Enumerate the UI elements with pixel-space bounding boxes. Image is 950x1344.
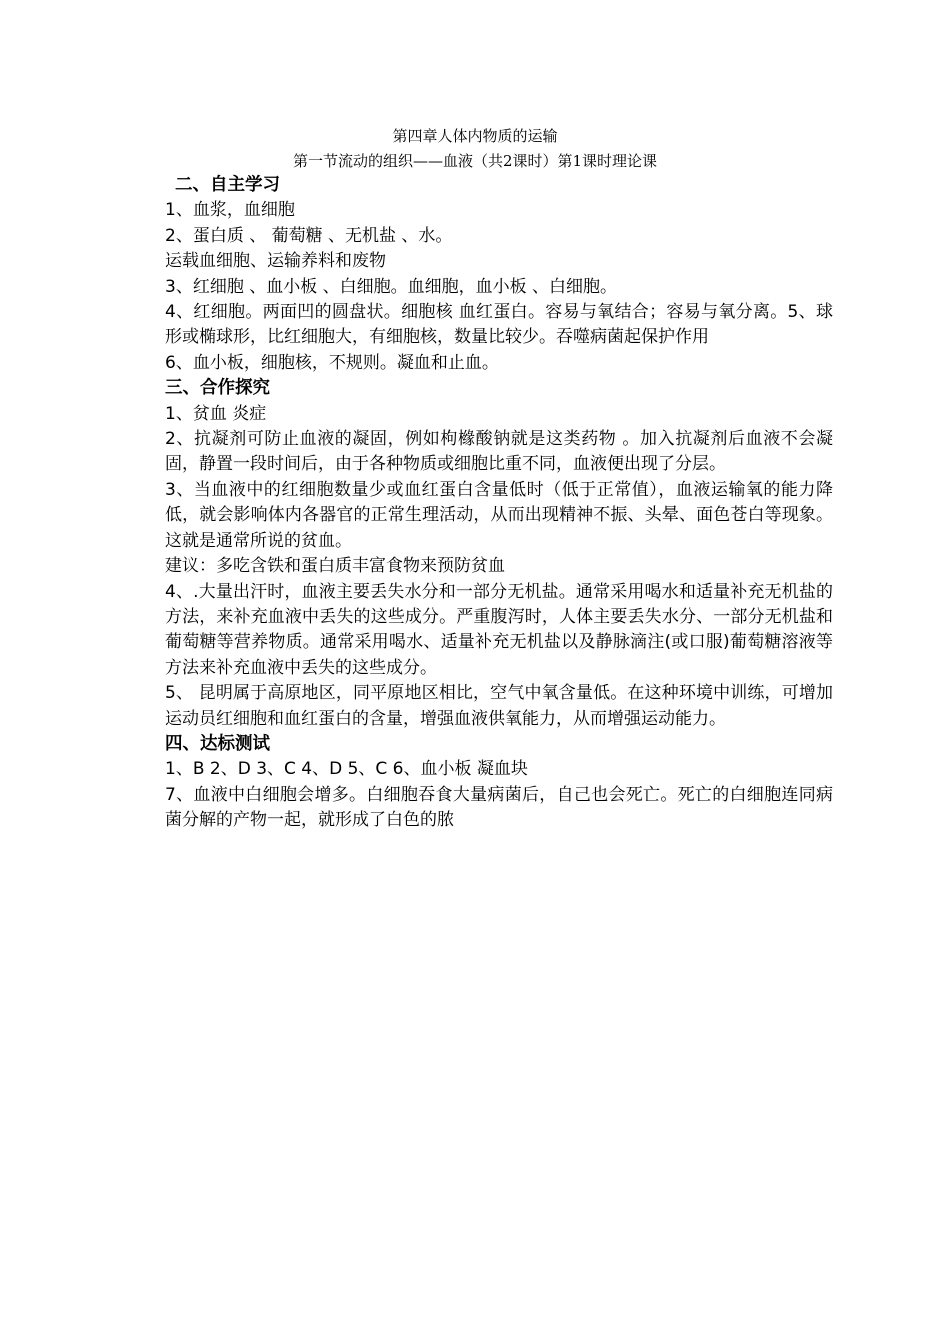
section-title: 第一节流动的组织——血液（共2课时）第1课时理论课: [292, 152, 658, 170]
paragraph: 7、血液中白细胞会增多。白细胞吞食大量病菌后，自己也会死亡。死亡的白细胞连同病菌分解的产物一起，就形成了白色的脓: [165, 784, 833, 831]
chapter-title: 第四章人体内物质的运输: [392, 127, 558, 145]
paragraph: 1、贫血 炎症: [165, 403, 267, 424]
paragraph: 4、.大量出汗时，血液主要丢失水分和一部分无机盐。通常采用喝水和适量补充无机盐的方法，来补充血液中丢失的这些成分。严重腹泻时，人体主要丢失水分、一部分无机盐和葡萄糖等营养物质。通常采用喝水、适量补充无机盐以及静脉滴注(或口服)葡萄糖溶液等方法来补充血液中丢失的这些成分。: [165, 581, 833, 678]
paragraph: 6、血小板，细胞核，不规则。凝血和止血。: [165, 352, 499, 373]
paragraph: 5、 昆明属于高原地区，同平原地区相比，空气中氧含量低。在这种环境中训练，可增加运动员红细胞和血红蛋白的含量，增强血液供氧能力，从而增强运动能力。: [165, 683, 833, 729]
paragraph: 建议：多吃含铁和蛋白质丰富食物来预防贫血: [165, 556, 505, 577]
paragraph: 4、红细胞。两面凹的圆盘状。细胞核 血红蛋白。容易与氧结合；容易与氧分离。5、球形或椭球形，比红细胞大，有细胞核，数量比较少。吞噬病菌起保护作用: [165, 302, 833, 348]
paragraph: 2、抗凝剂可防止血液的凝固，例如枸橼酸钠就是这类药物 。加入抗凝剂后血液不会凝固，静置一段时间后，由于各种物质或细胞比重不同，血液便出现了分层。: [165, 429, 833, 475]
heading-assessment: 四、达标测试: [165, 733, 270, 754]
paragraph: 运载血细胞、运输养料和废物: [165, 251, 386, 272]
paragraph: 2、蛋白质 、 葡萄糖 、无机盐 、水。: [165, 225, 453, 246]
paragraph: 3、当血液中的红细胞数量少或血红蛋白含量低时（低于正常值），血液运输氧的能力降低，就会影响体内各器官的正常生理活动，从而出现精神不振、头晕、面色苍白等现象。这就是通常所说的贫血。: [165, 479, 833, 551]
paragraph: 1、B 2、D 3、C 4、D 5、C 6、血小板 凝血块: [165, 759, 528, 780]
document-body: [165, 173, 833, 834]
heading-self-study: 二、自主学习: [175, 175, 280, 195]
heading-cooperative-inquiry: 三、合作探究: [165, 378, 270, 399]
paragraph: 1、血浆，血细胞: [165, 200, 295, 221]
paragraph: 3、红细胞 、血小板 、白细胞。血细胞，血小板 、白细胞。: [165, 276, 618, 297]
